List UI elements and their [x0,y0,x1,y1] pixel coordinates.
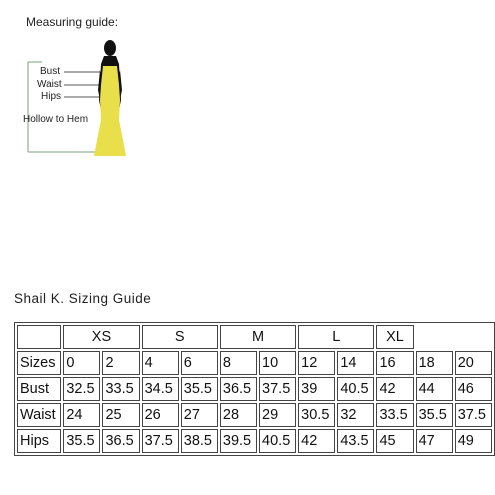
header-corner-cell [17,325,61,349]
table-cell: 43.5 [337,429,374,453]
table-cell: 47 [416,429,453,453]
table-row-bust [17,377,492,401]
table-cell: 24 [63,403,100,427]
table-cell: 28 [220,403,257,427]
bust-label: Bust [40,66,61,77]
hollow-to-hem-label: Hollow to Hem [23,114,89,125]
table-cell: 49 [455,429,492,453]
dress-figure-illustration [20,30,140,160]
table-cell: 35.5 [181,377,218,401]
size-group-xs: XS [63,325,139,349]
table-cell: 2 [102,351,139,375]
table-cell: 14 [337,351,374,375]
yellow-gown [94,66,126,156]
table-cell: 10 [259,351,296,375]
hips-label: Hips [41,91,62,102]
table-cell: 20 [455,351,492,375]
table-cell: 25 [102,403,139,427]
table-cell: 26 [142,403,179,427]
waist-label: Waist [37,79,62,90]
table-cell: 40.5 [259,429,296,453]
table-row-sizes [17,351,492,375]
table-cell: 36.5 [102,429,139,453]
table-cell: 36.5 [220,377,257,401]
table-cell: 6 [181,351,218,375]
table-cell: 35.5 [416,403,453,427]
table-cell: 37.5 [455,403,492,427]
figure-head [104,40,116,56]
table-cell: 40.5 [337,377,374,401]
size-group-m: M [220,325,296,349]
row-label: Hips [17,429,61,453]
table-cell: 4 [142,351,179,375]
table-row-hips [17,429,492,453]
table-cell: 39 [298,377,335,401]
measuring-guide-title: Measuring guide: [26,15,119,29]
table-cell: 34.5 [142,377,179,401]
table-cell: 32.5 [63,377,100,401]
sizing-guide-title: Shail K. Sizing Guide [14,291,152,306]
table-cell: 45 [376,429,413,453]
row-label: Waist [17,403,61,427]
table-cell: 18 [416,351,453,375]
table-cell: 30.5 [298,403,335,427]
table-cell: 33.5 [376,403,413,427]
table-cell: 29 [259,403,296,427]
table-cell: 12 [298,351,335,375]
table-cell: 44 [416,377,453,401]
table-cell: 32 [337,403,374,427]
table-cell: 39.5 [220,429,257,453]
row-label: Sizes [17,351,61,375]
table-cell: 33.5 [102,377,139,401]
table-cell: 37.5 [259,377,296,401]
table-cell: 27 [181,403,218,427]
table-cell: 46 [455,377,492,401]
table-cell: 8 [220,351,257,375]
table-cell: 42 [298,429,335,453]
row-label: Bust [17,377,61,401]
header-empty-cell [416,325,492,349]
table-cell: 42 [376,377,413,401]
table-cell: 0 [63,351,100,375]
size-group-xl: XL [376,325,413,349]
size-group-s: S [142,325,218,349]
table-cell: 37.5 [142,429,179,453]
sizing-table-container [14,322,495,456]
size-group-l: L [298,325,374,349]
table-cell: 35.5 [63,429,100,453]
size-group-header-row [17,325,492,349]
table-row-waist [17,403,492,427]
table-cell: 16 [376,351,413,375]
table-cell: 38.5 [181,429,218,453]
sizing-table [14,322,495,456]
